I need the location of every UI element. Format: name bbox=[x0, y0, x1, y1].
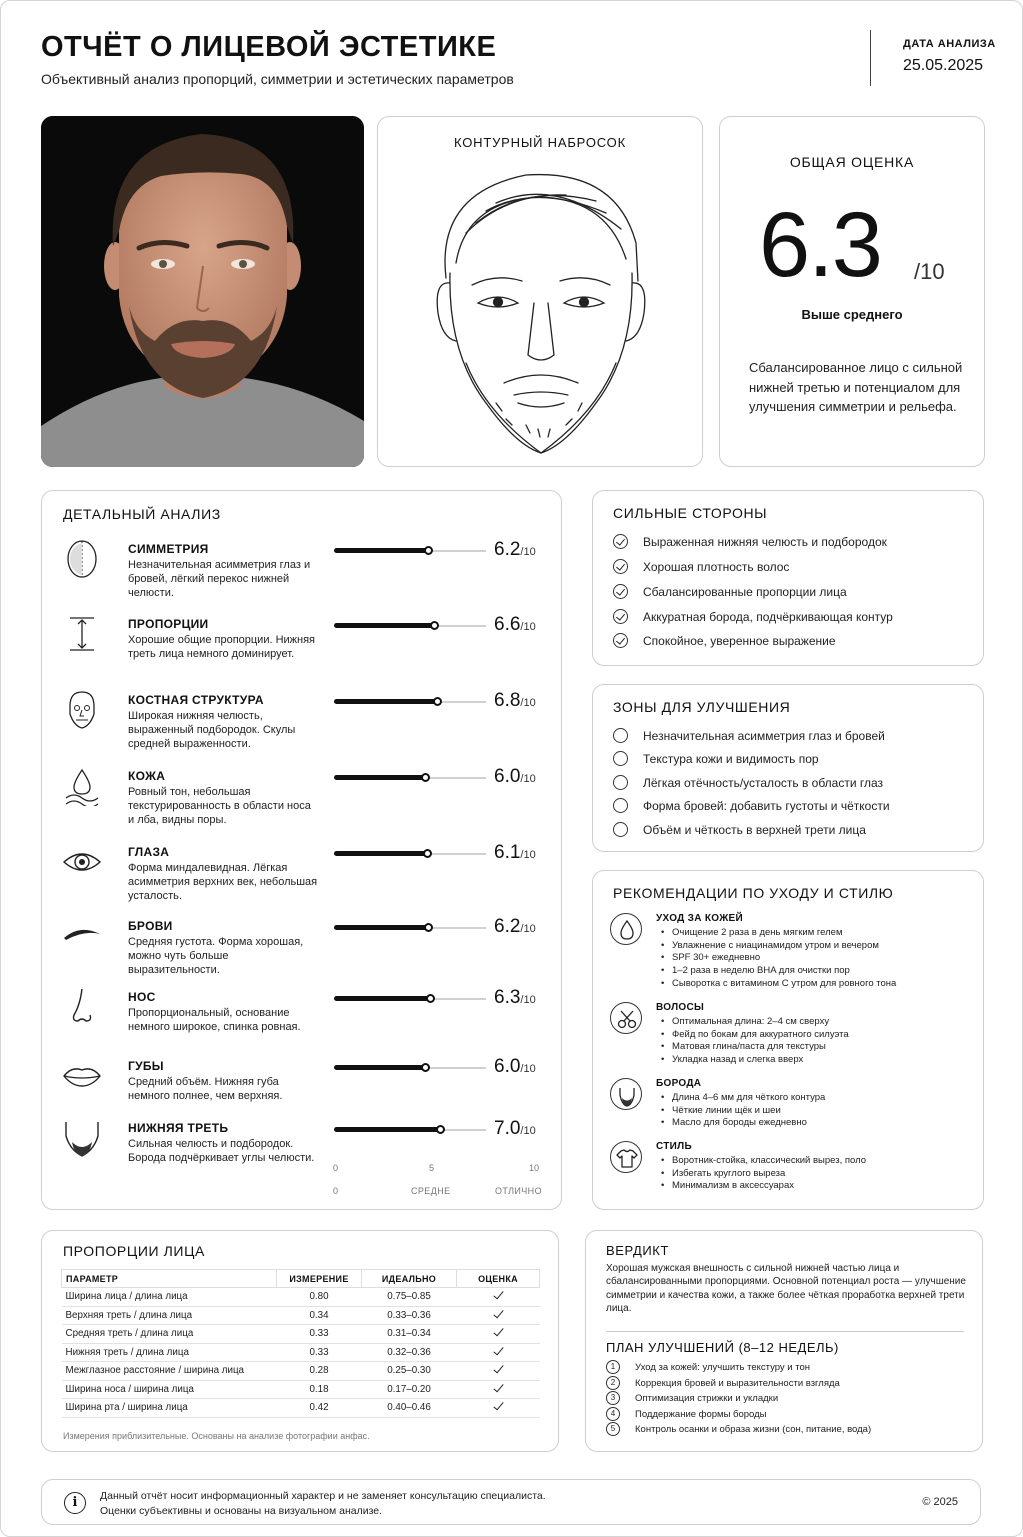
metric-name: НОС bbox=[128, 990, 156, 1004]
strength-text: Выраженная нижняя челюсть и подбородок bbox=[643, 535, 887, 549]
plan-step-number: 4 bbox=[606, 1407, 620, 1421]
plan-step-text: Контроль осанки и образа жизни (сон, питание, вода) bbox=[635, 1424, 872, 1435]
metric-score-max: /10 bbox=[520, 621, 536, 633]
analysis-date-value: 25.05.2025 bbox=[903, 57, 984, 74]
metric-name: СИММЕТРИЯ bbox=[128, 542, 209, 556]
metric-score-fill bbox=[334, 623, 434, 628]
score-cell bbox=[457, 1343, 540, 1362]
nose-icon bbox=[62, 987, 102, 1027]
table-row bbox=[62, 1362, 540, 1381]
eye-icon bbox=[62, 842, 102, 882]
metric-name: ПРОПОРЦИИ bbox=[128, 617, 209, 631]
contour-sketch-drawing bbox=[426, 163, 656, 463]
empty-circle-icon bbox=[613, 728, 628, 743]
metric-score-number: 6.2 bbox=[494, 916, 521, 937]
metric-name: ГЛАЗА bbox=[128, 845, 170, 859]
verdict-title: ВЕРДИКТ bbox=[606, 1243, 670, 1258]
plan-step-text: Уход за кожей: улучшить текстуру и тон bbox=[635, 1362, 811, 1373]
recommendation-item: • Воротник-стойка, классический вырез, поло bbox=[660, 1155, 866, 1168]
overall-score-title: ОБЩАЯ ОЦЕНКА bbox=[789, 154, 915, 170]
metric-description: Форма миндалевидная. Лёгкая асимметрия верхних век, небольшая усталость. bbox=[128, 862, 318, 902]
analysis-date-label: ДАТА АНАЛИЗА bbox=[903, 38, 996, 50]
proportions-note: Измерения приблизительные. Основаны на анализе фотографии анфас. bbox=[63, 1431, 370, 1441]
metric-score-fill bbox=[334, 996, 430, 1001]
checkmark-icon bbox=[493, 1344, 503, 1355]
metric-row bbox=[62, 1056, 552, 1126]
recommendation-item: • SPF 30+ ежедневно bbox=[660, 952, 896, 965]
metric-score-value bbox=[494, 987, 536, 1009]
verdict-divider bbox=[606, 1331, 964, 1332]
metric-score-value bbox=[494, 916, 536, 938]
recommendation-item: • 1–2 раза в неделю BHA для очистки пор bbox=[660, 965, 896, 978]
metric-score-number: 6.1 bbox=[494, 842, 521, 863]
improvement-text: Форма бровей: добавить густоты и чёткости bbox=[643, 799, 890, 813]
strength-text: Хорошая плотность волос bbox=[643, 560, 790, 574]
jaw-icon bbox=[62, 1118, 102, 1158]
page-subtitle: Объективный анализ пропорций, симметрии и эстетических параметров bbox=[41, 71, 514, 87]
strengths-card bbox=[592, 490, 984, 666]
checkmark-icon bbox=[493, 1363, 503, 1374]
metric-score-fill bbox=[334, 1127, 440, 1132]
metric-score-max: /10 bbox=[520, 546, 536, 558]
scale-label-min: 0 bbox=[333, 1186, 339, 1196]
metric-score-number: 6.2 bbox=[494, 539, 521, 560]
overall-description: Сбалансированное лицо с сильной нижней третью и потенциалом для улучшения симметрии и рельефа. bbox=[749, 360, 963, 414]
copyright: © 2025 bbox=[922, 1496, 958, 1508]
recommendation-group-title: СТИЛЬ bbox=[656, 1141, 692, 1152]
metric-score-max: /10 bbox=[520, 849, 536, 861]
overall-rating: Выше среднего bbox=[801, 307, 903, 322]
plan-step-text: Коррекция бровей и выразительности взгляда bbox=[635, 1378, 840, 1389]
metric-row bbox=[62, 842, 552, 912]
metric-description: Незначительная асимметрия глаз и бровей, лёгкий перекос нижней челюсти. bbox=[128, 559, 311, 599]
metric-description: Сильная челюсть и подбородок. Борода подчёркивает углы челюсти. bbox=[128, 1138, 315, 1164]
metric-score-knob bbox=[421, 1063, 430, 1072]
improvement-text: Текстура кожи и видимость пор bbox=[643, 752, 819, 766]
parameter-cell: Ширина рта / ширина лица bbox=[62, 1399, 277, 1418]
metric-name: ГУБЫ bbox=[128, 1059, 164, 1073]
measurement-cell: 0.42 bbox=[277, 1399, 362, 1418]
check-circle-icon bbox=[613, 584, 628, 599]
skin-drop-icon bbox=[62, 766, 102, 806]
detailed-analysis-title: ДЕТАЛЬНЫЙ АНАЛИЗ bbox=[63, 506, 221, 522]
check-circle-icon bbox=[613, 633, 628, 648]
tshirt-icon bbox=[610, 1141, 642, 1173]
proportions-table bbox=[61, 1269, 540, 1418]
score-cell bbox=[457, 1380, 540, 1399]
metric-score-bar bbox=[334, 1129, 486, 1131]
check-circle-icon bbox=[613, 559, 628, 574]
metric-score-max: /10 bbox=[520, 1125, 536, 1137]
metric-row bbox=[62, 1118, 552, 1188]
empty-circle-icon bbox=[613, 822, 628, 837]
strength-text: Спокойное, уверенное выражение bbox=[643, 634, 836, 648]
metric-score-bar bbox=[334, 701, 486, 703]
recommendation-list bbox=[660, 1155, 866, 1193]
recommendation-item: • Чёткие линии щёк и шеи bbox=[660, 1105, 825, 1118]
checkmark-icon bbox=[493, 1307, 503, 1318]
improvements-title: ЗОНЫ ДЛЯ УЛУЧШЕНИЯ bbox=[613, 699, 791, 715]
metric-score-value bbox=[494, 842, 536, 864]
metric-row bbox=[62, 614, 552, 684]
recommendation-item: • Увлажнение с ниацинамидом утром и вечером bbox=[660, 940, 896, 953]
strength-text: Сбалансированные пропорции лица bbox=[643, 585, 847, 599]
metric-row bbox=[62, 539, 552, 609]
contour-sketch-card bbox=[377, 116, 703, 467]
metric-score-bar bbox=[334, 777, 486, 779]
measurement-cell: 0.33 bbox=[277, 1343, 362, 1362]
header-divider bbox=[870, 30, 871, 86]
metric-score-bar bbox=[334, 927, 486, 929]
checkmark-icon bbox=[493, 1326, 503, 1337]
checkmark-icon bbox=[493, 1381, 503, 1392]
score-cell bbox=[457, 1288, 540, 1307]
check-circle-icon bbox=[613, 609, 628, 624]
beard-icon bbox=[610, 1078, 642, 1110]
empty-circle-icon bbox=[613, 775, 628, 790]
plan-step-number: 5 bbox=[606, 1422, 620, 1436]
metric-score-max: /10 bbox=[520, 923, 536, 935]
metric-score-number: 6.8 bbox=[494, 690, 521, 711]
metric-score-knob bbox=[421, 773, 430, 782]
metric-score-value bbox=[494, 1056, 536, 1078]
recommendation-item: • Очищение 2 раза в день мягким гелем bbox=[660, 927, 896, 940]
ideal-cell: 0.31–0.34 bbox=[362, 1325, 457, 1344]
metric-score-fill bbox=[334, 548, 428, 553]
checkmark-icon bbox=[493, 1289, 503, 1300]
measurement-cell: 0.80 bbox=[277, 1288, 362, 1307]
recommendation-item: • Минимализм в аксессуарах bbox=[660, 1180, 866, 1193]
ideal-cell: 0.25–0.30 bbox=[362, 1362, 457, 1381]
metric-description: Широкая нижняя челюсть, выраженный подбородок. Скулы средней выраженности. bbox=[128, 710, 296, 750]
strength-text: Аккуратная борода, подчёркивающая контур bbox=[643, 610, 893, 624]
metric-row bbox=[62, 766, 552, 836]
parameter-cell: Средняя треть / длина лица bbox=[62, 1325, 277, 1344]
plan-step-number: 1 bbox=[606, 1360, 620, 1374]
overall-score-max: /10 bbox=[914, 259, 945, 284]
bone-structure-icon bbox=[62, 690, 102, 730]
recommendation-list bbox=[660, 1016, 849, 1067]
recommendation-item: • Матовая глина/паста для текстуры bbox=[660, 1041, 849, 1054]
metric-score-number: 6.3 bbox=[494, 987, 521, 1008]
metric-score-value bbox=[494, 539, 536, 561]
metric-row bbox=[62, 690, 552, 760]
metric-score-knob bbox=[430, 621, 439, 630]
table-row bbox=[62, 1399, 540, 1418]
face-symmetry-icon bbox=[62, 539, 102, 579]
scissors-icon bbox=[610, 1002, 642, 1034]
improvements-card bbox=[592, 684, 984, 852]
metric-score-max: /10 bbox=[520, 1063, 536, 1075]
ideal-cell: 0.32–0.36 bbox=[362, 1343, 457, 1362]
recommendation-item: • Длина 4–6 мм для чёткого контура bbox=[660, 1092, 825, 1105]
metric-score-value bbox=[494, 614, 536, 636]
recommendation-item: • Избегать круглого выреза bbox=[660, 1168, 866, 1181]
metric-score-knob bbox=[424, 923, 433, 932]
face-photo bbox=[41, 116, 364, 467]
lips-icon bbox=[62, 1056, 102, 1096]
ideal-cell: 0.40–0.46 bbox=[362, 1399, 457, 1418]
table-row bbox=[62, 1325, 540, 1344]
plan-step-number: 3 bbox=[606, 1391, 620, 1405]
improvement-text: Объём и чёткость в верхней трети лица bbox=[643, 823, 866, 837]
recommendation-item: • Фейд по бокам для аккуратного силуэта bbox=[660, 1029, 849, 1042]
measurement-cell: 0.33 bbox=[277, 1325, 362, 1344]
table-row bbox=[62, 1306, 540, 1325]
scale-tick-min: 0 bbox=[333, 1163, 339, 1173]
proportions-icon bbox=[62, 614, 102, 654]
recommendations-title: РЕКОМЕНДАЦИИ ПО УХОДУ И СТИЛЮ bbox=[613, 885, 894, 901]
overall-score-value: 6.3 bbox=[759, 194, 881, 296]
parameter-cell: Межглазное расстояние / ширина лица bbox=[62, 1362, 277, 1381]
disclaimer-footer bbox=[41, 1479, 981, 1525]
metric-score-value bbox=[494, 766, 536, 788]
improvement-text: Лёгкая отёчность/усталость в области глаз bbox=[643, 776, 884, 790]
scale-label-mid: СРЕДНЕ bbox=[411, 1186, 451, 1196]
metric-score-knob bbox=[436, 1125, 445, 1134]
plan-step-text: Оптимизация стрижки и укладки bbox=[635, 1393, 779, 1404]
improvement-text: Незначительная асимметрия глаз и бровей bbox=[643, 729, 885, 743]
parameter-cell: Нижняя треть / длина лица bbox=[62, 1343, 277, 1362]
col-parameter: ПАРАМЕТР bbox=[62, 1270, 277, 1288]
metric-name: НИЖНЯЯ ТРЕТЬ bbox=[128, 1121, 229, 1135]
score-cell bbox=[457, 1306, 540, 1325]
recommendations-card bbox=[592, 870, 984, 1210]
disclaimer-text bbox=[100, 1489, 546, 1519]
metric-score-bar bbox=[334, 1067, 486, 1069]
metric-score-fill bbox=[334, 851, 427, 856]
metric-score-fill bbox=[334, 925, 428, 930]
col-ideal: ИДЕАЛЬНО bbox=[362, 1270, 457, 1288]
metric-name: КОСТНАЯ СТРУКТУРА bbox=[128, 693, 264, 707]
detailed-analysis-card bbox=[41, 490, 562, 1210]
recommendation-item: • Масло для бороды ежедневно bbox=[660, 1117, 825, 1130]
drop-icon bbox=[610, 913, 642, 945]
recommendation-list bbox=[660, 927, 896, 991]
metric-description: Ровный тон, небольшая текстурированность в области носа и лба, видны поры. bbox=[128, 786, 311, 826]
parameter-cell: Верхняя треть / длина лица bbox=[62, 1306, 277, 1325]
metric-score-knob bbox=[426, 994, 435, 1003]
parameter-cell: Ширина лица / длина лица bbox=[62, 1288, 277, 1307]
metric-score-fill bbox=[334, 699, 437, 704]
scale-tick-max: 10 bbox=[529, 1163, 540, 1173]
metric-score-bar bbox=[334, 998, 486, 1000]
check-circle-icon bbox=[613, 534, 628, 549]
metric-score-number: 6.0 bbox=[494, 766, 521, 787]
scale-label-max: ОТЛИЧНО bbox=[495, 1186, 542, 1196]
face-proportions-card bbox=[41, 1230, 559, 1452]
disclaimer-line-2: Оценки субъективны и основаны на визуальном анализе. bbox=[100, 1505, 383, 1517]
recommendation-group-title: БОРОДА bbox=[656, 1078, 702, 1089]
metric-score-max: /10 bbox=[520, 697, 536, 709]
metric-score-knob bbox=[423, 849, 432, 858]
disclaimer-line-1: Данный отчёт носит информационный характер и не заменяет консультацию специалиста. bbox=[100, 1490, 546, 1502]
measurement-cell: 0.34 bbox=[277, 1306, 362, 1325]
scale-tick-mid: 5 bbox=[429, 1163, 435, 1173]
col-measurement: ИЗМЕРЕНИЕ bbox=[277, 1270, 362, 1288]
metric-score-max: /10 bbox=[520, 773, 536, 785]
metric-description: Средний объём. Нижняя губа немного полнее, чем верхняя. bbox=[128, 1076, 283, 1102]
recommendation-item: • Оптимальная длина: 2–4 см сверху bbox=[660, 1016, 849, 1029]
checkmark-icon bbox=[493, 1400, 503, 1411]
table-row bbox=[62, 1288, 540, 1307]
metric-score-value bbox=[494, 1118, 536, 1140]
metric-score-value bbox=[494, 690, 536, 712]
metric-score-bar bbox=[334, 550, 486, 552]
metric-row bbox=[62, 987, 552, 1057]
ideal-cell: 0.75–0.85 bbox=[362, 1288, 457, 1307]
metric-score-bar bbox=[334, 625, 486, 627]
page-title: ОТЧЁТ О ЛИЦЕВОЙ ЭСТЕТИКЕ bbox=[41, 31, 497, 63]
measurement-cell: 0.28 bbox=[277, 1362, 362, 1381]
metric-name: КОЖА bbox=[128, 769, 166, 783]
score-cell bbox=[457, 1399, 540, 1418]
metric-row bbox=[62, 916, 552, 986]
info-icon: i bbox=[64, 1492, 86, 1514]
plan-step-text: Поддержание формы бороды bbox=[635, 1409, 767, 1420]
metric-description: Хорошие общие пропорции. Нижняя треть лица немного доминирует. bbox=[128, 634, 316, 660]
empty-circle-icon bbox=[613, 798, 628, 813]
metric-score-bar bbox=[334, 853, 486, 855]
metric-score-fill bbox=[334, 775, 425, 780]
measurement-cell: 0.18 bbox=[277, 1380, 362, 1399]
metric-description: Пропорциональный, основание немного широкое, спинка ровная. bbox=[128, 1007, 301, 1033]
metric-score-number: 6.6 bbox=[494, 614, 521, 635]
metric-description: Средняя густота. Форма хорошая, можно чуть больше выразительности. bbox=[128, 936, 304, 976]
metric-score-knob bbox=[433, 697, 442, 706]
table-row bbox=[62, 1343, 540, 1362]
proportions-header-row bbox=[62, 1270, 540, 1288]
score-cell bbox=[457, 1362, 540, 1381]
metric-score-knob bbox=[424, 546, 433, 555]
eyebrow-icon bbox=[62, 916, 102, 956]
metric-score-number: 6.0 bbox=[494, 1056, 521, 1077]
improvement-plan-title: ПЛАН УЛУЧШЕНИЙ (8–12 НЕДЕЛЬ) bbox=[606, 1340, 839, 1355]
col-score: ОЦЕНКА bbox=[457, 1270, 540, 1288]
empty-circle-icon bbox=[613, 751, 628, 766]
recommendation-list bbox=[660, 1092, 825, 1130]
verdict-text: Хорошая мужская внешность с сильной нижней частью лица и сбалансированными пропорциями. Основной потенциал роста — улучшение симметрии и качества кожи, а также более чёткая проработка верхней трети лица. bbox=[606, 1263, 966, 1315]
parameter-cell: Ширина носа / ширина лица bbox=[62, 1380, 277, 1399]
metric-name: БРОВИ bbox=[128, 919, 173, 933]
score-cell bbox=[457, 1325, 540, 1344]
metric-score-max: /10 bbox=[520, 994, 536, 1006]
table-row bbox=[62, 1380, 540, 1399]
recommendation-group-title: УХОД ЗА КОЖЕЙ bbox=[656, 913, 743, 924]
plan-step-number: 2 bbox=[606, 1376, 620, 1390]
face-proportions-title: ПРОПОРЦИИ ЛИЦА bbox=[63, 1243, 205, 1259]
recommendation-item: • Сыворотка с витамином C утром для ровного тона bbox=[660, 978, 896, 991]
metric-score-fill bbox=[334, 1065, 425, 1070]
metric-score-number: 7.0 bbox=[494, 1118, 521, 1139]
ideal-cell: 0.17–0.20 bbox=[362, 1380, 457, 1399]
contour-sketch-title: КОНТУРНЫЙ НАБРОСОК bbox=[454, 135, 626, 150]
strengths-title: СИЛЬНЫЕ СТОРОНЫ bbox=[613, 505, 768, 521]
recommendation-group-title: ВОЛОСЫ bbox=[656, 1002, 705, 1013]
recommendation-item: • Укладка назад и слегка вверх bbox=[660, 1054, 849, 1067]
ideal-cell: 0.33–0.36 bbox=[362, 1306, 457, 1325]
verdict-card bbox=[585, 1230, 983, 1452]
